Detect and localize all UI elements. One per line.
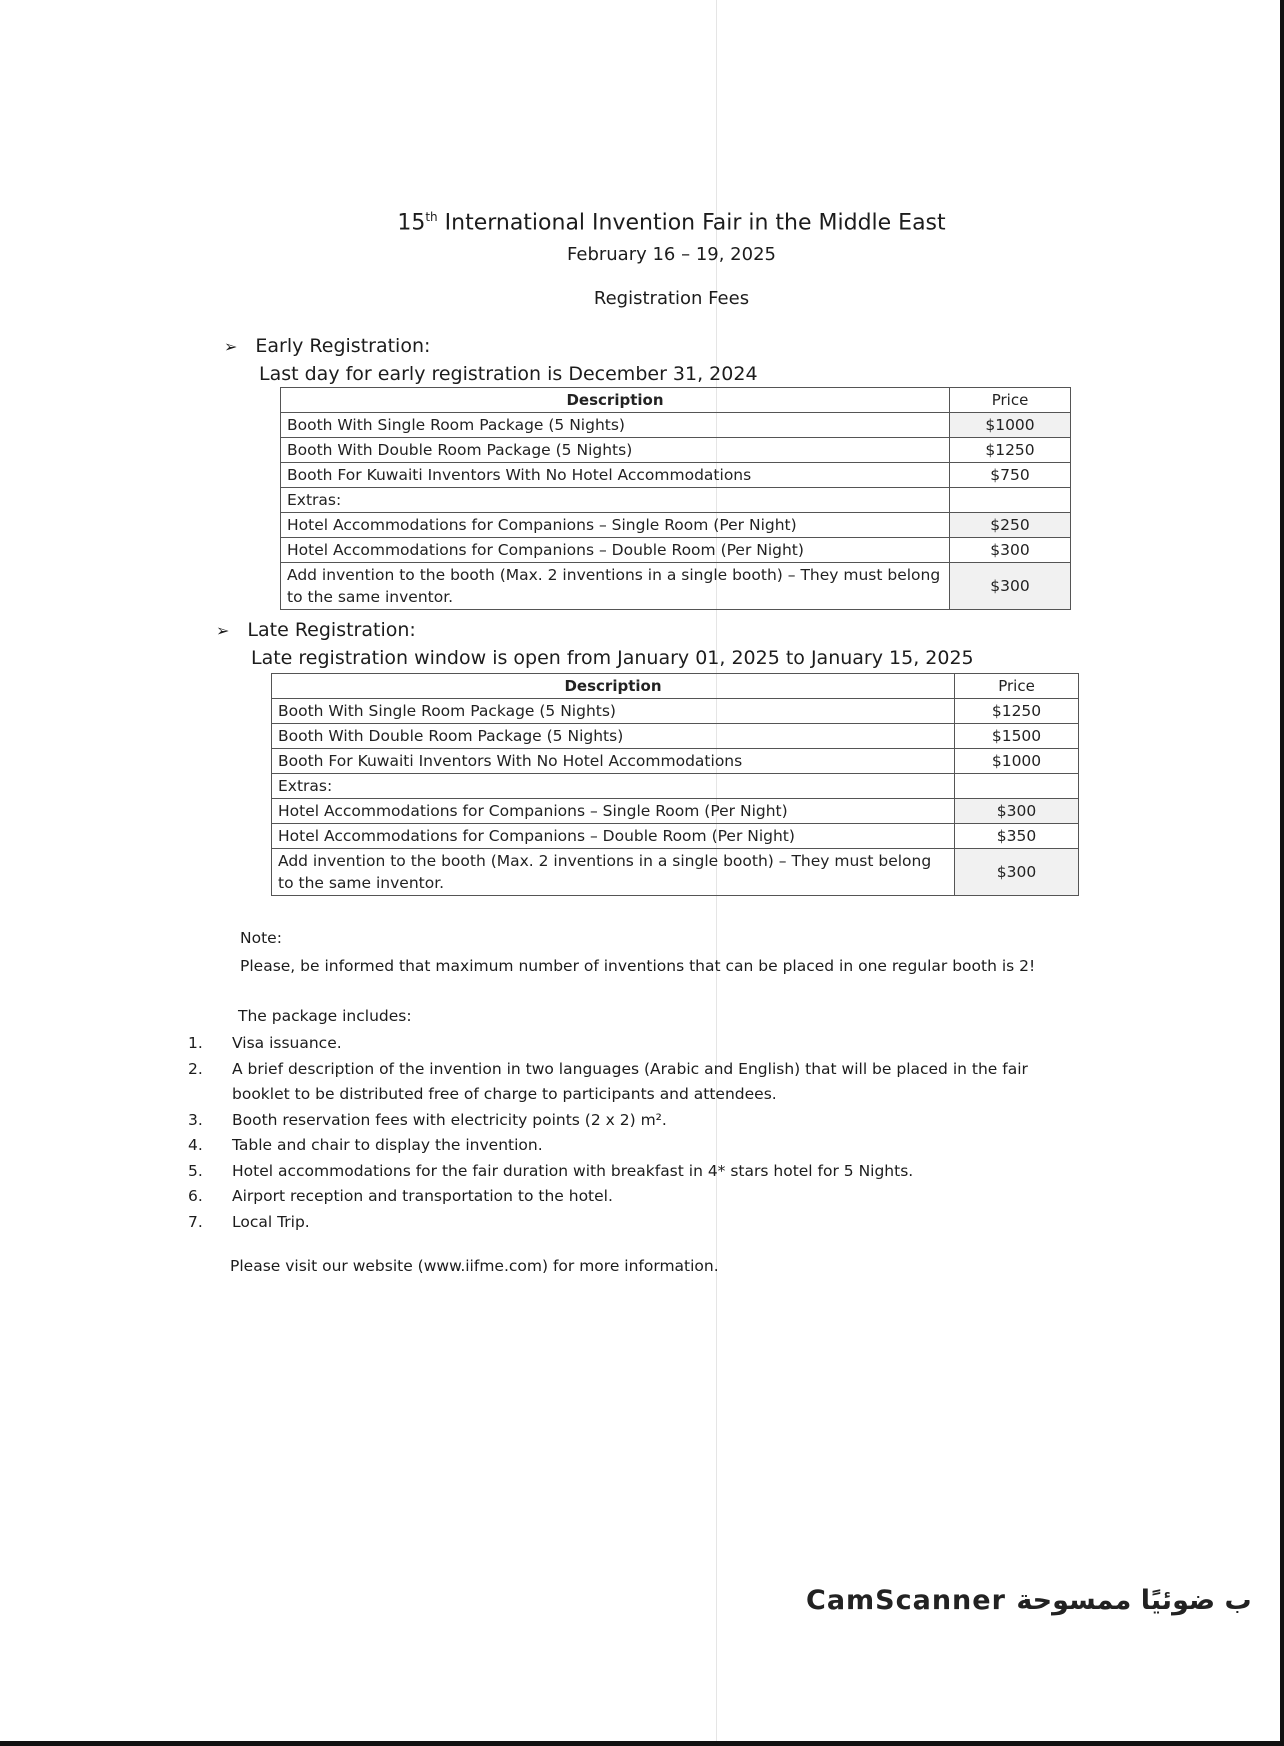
scanner-watermark: CamScanner ب ضوئيًا ممسوحة	[806, 1585, 1252, 1616]
table-row	[281, 463, 1071, 488]
list-item	[188, 1057, 1088, 1108]
item-number: 2.	[188, 1059, 203, 1078]
table-row	[272, 824, 1079, 849]
early-col-price: Price	[950, 388, 1071, 413]
table-row	[281, 538, 1071, 563]
table-row	[281, 438, 1071, 463]
item-text: Hotel accommodations for the fair duration with breakfast in 4* stars hotel for 5 Nights.	[232, 1161, 914, 1180]
table-row	[281, 488, 1071, 513]
item-number: 4.	[188, 1136, 203, 1154]
early-deadline: Last day for early registration is December 31, 2024	[259, 363, 758, 385]
row-price: $1250	[955, 699, 1079, 724]
row-description: Booth With Double Room Package (5 Nights)	[272, 724, 955, 749]
row-description: Booth With Single Room Package (5 Nights)	[281, 413, 950, 438]
item-text: Visa issuance.	[232, 1034, 342, 1052]
row-price: $300	[955, 799, 1079, 824]
row-price: $1000	[955, 749, 1079, 774]
early-fees-body	[281, 413, 1071, 610]
title-number: 15	[397, 210, 426, 236]
table-row	[272, 724, 1079, 749]
row-price: $300	[950, 563, 1071, 610]
row-price: $750	[950, 463, 1071, 488]
table-row	[281, 413, 1071, 438]
row-description: Hotel Accommodations for Companions – Single Room (Per Night)	[272, 799, 955, 824]
table-row	[272, 699, 1079, 724]
row-description: Extras:	[281, 488, 950, 513]
row-price	[950, 488, 1071, 513]
item-text: A brief description of the invention in two languages (Arabic and English) that will be placed in the fair booklet to be distributed free of charge to participants and attendees.	[232, 1059, 1028, 1103]
item-number: 3.	[188, 1110, 203, 1129]
item-text: Booth reservation fees with electricity points (2 x 2) m².	[232, 1110, 667, 1129]
row-price: $350	[955, 824, 1079, 849]
item-text: Airport reception and transportation to the hotel.	[232, 1187, 613, 1205]
table-row	[272, 799, 1079, 824]
late-heading-text: Late Registration:	[247, 619, 416, 641]
row-description: Booth For Kuwaiti Inventors With No Hotel Accommodations	[281, 463, 950, 488]
note-label: Note:	[240, 929, 282, 947]
list-item	[188, 1159, 1088, 1185]
row-description: Add invention to the booth (Max. 2 inventions in a single booth) – They must belong to the same inventor.	[272, 849, 955, 896]
row-price: $1250	[950, 438, 1071, 463]
late-fees-body	[272, 699, 1079, 896]
item-number: 6.	[188, 1187, 203, 1205]
row-description: Booth With Double Room Package (5 Nights)	[281, 438, 950, 463]
list-item	[188, 1108, 1088, 1134]
table-row	[272, 849, 1079, 896]
early-heading-text: Early Registration:	[255, 335, 431, 357]
arrow-bullet-icon: ➢	[224, 336, 238, 356]
table-row	[281, 563, 1071, 610]
row-description: Booth For Kuwaiti Inventors With No Hotel Accommodations	[272, 749, 955, 774]
row-price	[955, 774, 1079, 799]
row-description: Extras:	[272, 774, 955, 799]
list-item	[188, 1184, 1088, 1210]
table-row	[272, 749, 1079, 774]
table-row	[272, 774, 1079, 799]
early-col-description: Description	[281, 388, 950, 413]
row-price: $300	[955, 849, 1079, 896]
row-price: $300	[950, 538, 1071, 563]
item-text: Local Trip.	[232, 1212, 310, 1231]
list-item	[188, 1133, 1088, 1159]
fair-dates: February 16 – 19, 2025	[567, 244, 776, 265]
list-item	[188, 1031, 1088, 1057]
website-note: Please visit our website (www.iifme.com) for more information.	[230, 1257, 719, 1275]
item-number: 1.	[188, 1034, 203, 1052]
late-window: Late registration window is open from January 01, 2025 to January 15, 2025	[251, 647, 974, 669]
row-description: Hotel Accommodations for Companions – Double Room (Per Night)	[281, 538, 950, 563]
item-text: Table and chair to display the invention.	[232, 1136, 543, 1154]
row-price: $1000	[950, 413, 1071, 438]
package-heading: The package includes:	[238, 1007, 412, 1025]
page-bottom-edge	[0, 1741, 1284, 1746]
note-text: Please, be informed that maximum number of inventions that can be placed in one regular booth is 2!	[240, 957, 1036, 975]
row-description: Hotel Accommodations for Companions – Single Room (Per Night)	[281, 513, 950, 538]
late-fees-table	[271, 673, 1079, 896]
title-rest: International Invention Fair in the Middle East	[437, 210, 946, 236]
row-description: Add invention to the booth (Max. 2 inventions in a single booth) – They must belong to the same inventor.	[281, 563, 950, 610]
package-list	[188, 1031, 1088, 1235]
row-description: Hotel Accommodations for Companions – Double Room (Per Night)	[272, 824, 955, 849]
item-number: 7.	[188, 1212, 203, 1231]
arrow-bullet-icon: ➢	[216, 620, 230, 640]
title-suffix: th	[425, 210, 438, 224]
late-col-description: Description	[272, 674, 955, 699]
row-price: $250	[950, 513, 1071, 538]
row-price: $1500	[955, 724, 1079, 749]
early-registration-heading	[224, 335, 430, 357]
early-fees-table	[280, 387, 1071, 610]
late-col-price: Price	[955, 674, 1079, 699]
document-subtitle: Registration Fees	[593, 288, 750, 309]
table-row	[281, 513, 1071, 538]
row-description: Booth With Single Room Package (5 Nights)	[272, 699, 955, 724]
document-title	[0, 210, 1284, 235]
item-number: 5.	[188, 1161, 203, 1180]
late-registration-heading	[216, 619, 416, 641]
list-item	[188, 1210, 1088, 1236]
